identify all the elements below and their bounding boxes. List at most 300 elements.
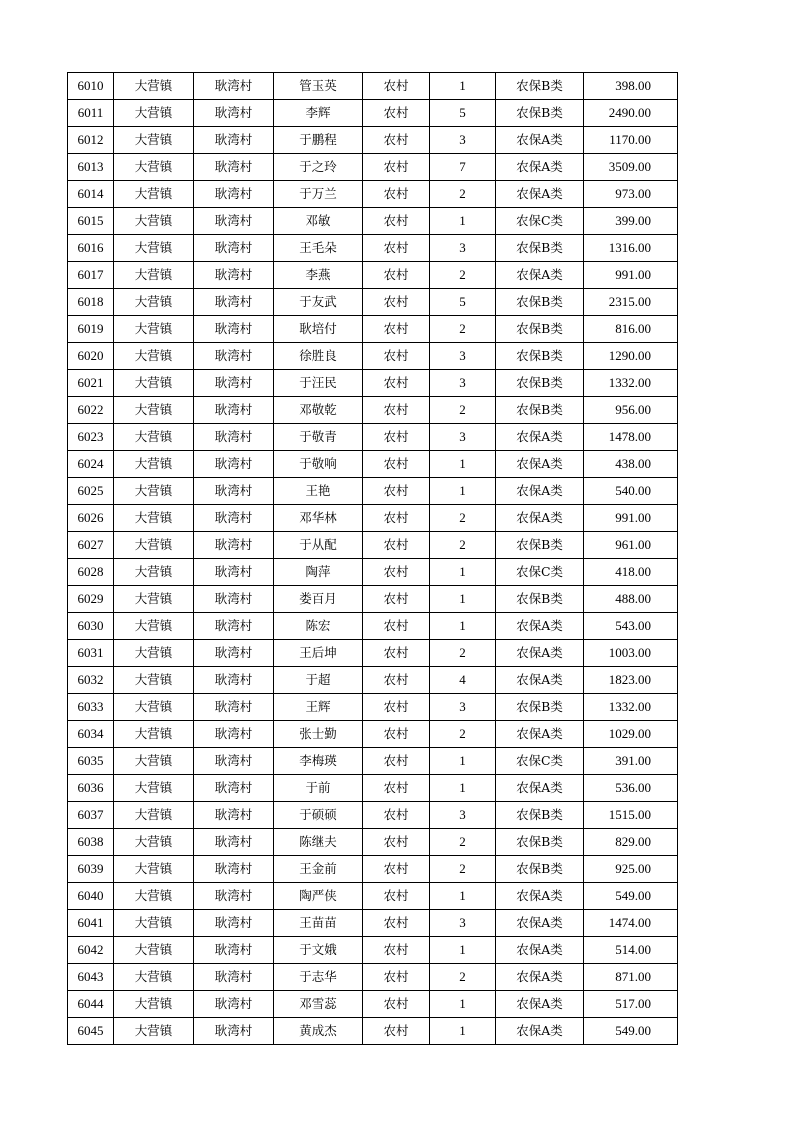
- name-cell: 黄成杰: [274, 1018, 363, 1045]
- category-cell: 农保B类: [496, 829, 584, 856]
- type-cell: 农村: [363, 397, 430, 424]
- name-cell: 王苗苗: [274, 910, 363, 937]
- category-cell: 农保B类: [496, 73, 584, 100]
- table-row: [68, 478, 678, 505]
- table-row: [68, 73, 678, 100]
- table-row: [68, 640, 678, 667]
- name-cell: 于敬青: [274, 424, 363, 451]
- town-cell: 大营镇: [114, 397, 194, 424]
- type-cell: 农村: [363, 181, 430, 208]
- count-cell: 3: [430, 802, 496, 829]
- count-cell: 5: [430, 289, 496, 316]
- name-cell: 于超: [274, 667, 363, 694]
- category-cell: 农保A类: [496, 181, 584, 208]
- id-cell: 6021: [68, 370, 114, 397]
- village-cell: 耿湾村: [194, 100, 274, 127]
- amount-cell: 1332.00: [584, 370, 678, 397]
- village-cell: 耿湾村: [194, 73, 274, 100]
- name-cell: 耿培付: [274, 316, 363, 343]
- village-cell: 耿湾村: [194, 127, 274, 154]
- amount-cell: 991.00: [584, 505, 678, 532]
- village-cell: 耿湾村: [194, 370, 274, 397]
- village-cell: 耿湾村: [194, 586, 274, 613]
- table-row: [68, 964, 678, 991]
- name-cell: 张士勤: [274, 721, 363, 748]
- amount-cell: 961.00: [584, 532, 678, 559]
- type-cell: 农村: [363, 370, 430, 397]
- name-cell: 陈继夫: [274, 829, 363, 856]
- name-cell: 王毛朵: [274, 235, 363, 262]
- town-cell: 大营镇: [114, 964, 194, 991]
- type-cell: 农村: [363, 775, 430, 802]
- name-cell: 陶严侠: [274, 883, 363, 910]
- category-cell: 农保B类: [496, 532, 584, 559]
- count-cell: 2: [430, 505, 496, 532]
- category-cell: 农保B类: [496, 370, 584, 397]
- count-cell: 3: [430, 370, 496, 397]
- table-row: [68, 127, 678, 154]
- village-cell: 耿湾村: [194, 991, 274, 1018]
- table-row: [68, 262, 678, 289]
- town-cell: 大营镇: [114, 316, 194, 343]
- type-cell: 农村: [363, 262, 430, 289]
- count-cell: 1: [430, 208, 496, 235]
- amount-cell: 1474.00: [584, 910, 678, 937]
- table-row: [68, 424, 678, 451]
- village-cell: 耿湾村: [194, 397, 274, 424]
- count-cell: 1: [430, 478, 496, 505]
- village-cell: 耿湾村: [194, 289, 274, 316]
- town-cell: 大营镇: [114, 424, 194, 451]
- table-row: [68, 100, 678, 127]
- amount-cell: 2315.00: [584, 289, 678, 316]
- name-cell: 于从配: [274, 532, 363, 559]
- table-row: [68, 802, 678, 829]
- count-cell: 2: [430, 181, 496, 208]
- village-cell: 耿湾村: [194, 883, 274, 910]
- town-cell: 大营镇: [114, 73, 194, 100]
- name-cell: 陈宏: [274, 613, 363, 640]
- id-cell: 6039: [68, 856, 114, 883]
- id-cell: 6016: [68, 235, 114, 262]
- category-cell: 农保A类: [496, 262, 584, 289]
- table-row: [68, 856, 678, 883]
- name-cell: 李燕: [274, 262, 363, 289]
- village-cell: 耿湾村: [194, 262, 274, 289]
- amount-cell: 488.00: [584, 586, 678, 613]
- id-cell: 6019: [68, 316, 114, 343]
- type-cell: 农村: [363, 100, 430, 127]
- id-cell: 6033: [68, 694, 114, 721]
- type-cell: 农村: [363, 829, 430, 856]
- count-cell: 1: [430, 451, 496, 478]
- count-cell: 3: [430, 235, 496, 262]
- name-cell: 于敬响: [274, 451, 363, 478]
- category-cell: 农保A类: [496, 775, 584, 802]
- town-cell: 大营镇: [114, 883, 194, 910]
- type-cell: 农村: [363, 856, 430, 883]
- id-cell: 6015: [68, 208, 114, 235]
- type-cell: 农村: [363, 289, 430, 316]
- type-cell: 农村: [363, 694, 430, 721]
- table-row: [68, 1018, 678, 1045]
- name-cell: 王后坤: [274, 640, 363, 667]
- name-cell: 于汪民: [274, 370, 363, 397]
- count-cell: 3: [430, 343, 496, 370]
- town-cell: 大营镇: [114, 100, 194, 127]
- name-cell: 于友武: [274, 289, 363, 316]
- town-cell: 大营镇: [114, 640, 194, 667]
- id-cell: 6032: [68, 667, 114, 694]
- count-cell: 2: [430, 316, 496, 343]
- count-cell: 2: [430, 397, 496, 424]
- count-cell: 4: [430, 667, 496, 694]
- name-cell: 邓敬乾: [274, 397, 363, 424]
- table-row: [68, 532, 678, 559]
- table-row: [68, 316, 678, 343]
- count-cell: 3: [430, 694, 496, 721]
- table-row: [68, 208, 678, 235]
- table-row: [68, 667, 678, 694]
- amount-cell: 418.00: [584, 559, 678, 586]
- village-cell: 耿湾村: [194, 964, 274, 991]
- count-cell: 1: [430, 775, 496, 802]
- table-row: [68, 694, 678, 721]
- id-cell: 6040: [68, 883, 114, 910]
- amount-cell: 549.00: [584, 1018, 678, 1045]
- village-cell: 耿湾村: [194, 1018, 274, 1045]
- table-row: [68, 397, 678, 424]
- type-cell: 农村: [363, 748, 430, 775]
- name-cell: 陶萍: [274, 559, 363, 586]
- name-cell: 于志华: [274, 964, 363, 991]
- town-cell: 大营镇: [114, 667, 194, 694]
- name-cell: 于硕硕: [274, 802, 363, 829]
- town-cell: 大营镇: [114, 910, 194, 937]
- count-cell: 2: [430, 640, 496, 667]
- town-cell: 大营镇: [114, 289, 194, 316]
- village-cell: 耿湾村: [194, 154, 274, 181]
- name-cell: 于万兰: [274, 181, 363, 208]
- name-cell: 于前: [274, 775, 363, 802]
- table-row: [68, 721, 678, 748]
- town-cell: 大营镇: [114, 370, 194, 397]
- id-cell: 6013: [68, 154, 114, 181]
- type-cell: 农村: [363, 991, 430, 1018]
- town-cell: 大营镇: [114, 829, 194, 856]
- town-cell: 大营镇: [114, 775, 194, 802]
- amount-cell: 973.00: [584, 181, 678, 208]
- type-cell: 农村: [363, 316, 430, 343]
- type-cell: 农村: [363, 883, 430, 910]
- village-cell: 耿湾村: [194, 829, 274, 856]
- village-cell: 耿湾村: [194, 721, 274, 748]
- amount-cell: 816.00: [584, 316, 678, 343]
- town-cell: 大营镇: [114, 748, 194, 775]
- category-cell: 农保B类: [496, 316, 584, 343]
- amount-cell: 398.00: [584, 73, 678, 100]
- amount-cell: 2490.00: [584, 100, 678, 127]
- type-cell: 农村: [363, 559, 430, 586]
- amount-cell: 1290.00: [584, 343, 678, 370]
- table-row: [68, 775, 678, 802]
- amount-cell: 536.00: [584, 775, 678, 802]
- category-cell: 农保A类: [496, 127, 584, 154]
- category-cell: 农保B类: [496, 289, 584, 316]
- id-cell: 6027: [68, 532, 114, 559]
- town-cell: 大营镇: [114, 262, 194, 289]
- id-cell: 6037: [68, 802, 114, 829]
- id-cell: 6022: [68, 397, 114, 424]
- amount-cell: 1332.00: [584, 694, 678, 721]
- count-cell: 1: [430, 1018, 496, 1045]
- village-cell: 耿湾村: [194, 856, 274, 883]
- type-cell: 农村: [363, 343, 430, 370]
- village-cell: 耿湾村: [194, 937, 274, 964]
- table-row: [68, 883, 678, 910]
- count-cell: 2: [430, 262, 496, 289]
- town-cell: 大营镇: [114, 586, 194, 613]
- table-row: [68, 748, 678, 775]
- count-cell: 2: [430, 856, 496, 883]
- name-cell: 王辉: [274, 694, 363, 721]
- count-cell: 1: [430, 883, 496, 910]
- name-cell: 娄百月: [274, 586, 363, 613]
- village-cell: 耿湾村: [194, 910, 274, 937]
- village-cell: 耿湾村: [194, 667, 274, 694]
- category-cell: 农保C类: [496, 748, 584, 775]
- category-cell: 农保B类: [496, 235, 584, 262]
- type-cell: 农村: [363, 964, 430, 991]
- village-cell: 耿湾村: [194, 505, 274, 532]
- count-cell: 1: [430, 613, 496, 640]
- name-cell: 王艳: [274, 478, 363, 505]
- count-cell: 2: [430, 829, 496, 856]
- type-cell: 农村: [363, 127, 430, 154]
- table-row: [68, 586, 678, 613]
- village-cell: 耿湾村: [194, 208, 274, 235]
- table-row: [68, 613, 678, 640]
- id-cell: 6023: [68, 424, 114, 451]
- id-cell: 6024: [68, 451, 114, 478]
- id-cell: 6025: [68, 478, 114, 505]
- count-cell: 5: [430, 100, 496, 127]
- type-cell: 农村: [363, 1018, 430, 1045]
- amount-cell: 543.00: [584, 613, 678, 640]
- category-cell: 农保A类: [496, 478, 584, 505]
- count-cell: 7: [430, 154, 496, 181]
- town-cell: 大营镇: [114, 694, 194, 721]
- table-row: [68, 451, 678, 478]
- type-cell: 农村: [363, 586, 430, 613]
- count-cell: 1: [430, 991, 496, 1018]
- id-cell: 6029: [68, 586, 114, 613]
- name-cell: 徐胜良: [274, 343, 363, 370]
- id-cell: 6017: [68, 262, 114, 289]
- amount-cell: 1515.00: [584, 802, 678, 829]
- village-cell: 耿湾村: [194, 451, 274, 478]
- count-cell: 3: [430, 910, 496, 937]
- town-cell: 大营镇: [114, 451, 194, 478]
- town-cell: 大营镇: [114, 154, 194, 181]
- category-cell: 农保A类: [496, 964, 584, 991]
- name-cell: 于鹏程: [274, 127, 363, 154]
- category-cell: 农保B类: [496, 343, 584, 370]
- amount-cell: 1823.00: [584, 667, 678, 694]
- id-cell: 6010: [68, 73, 114, 100]
- amount-cell: 514.00: [584, 937, 678, 964]
- table-row: [68, 289, 678, 316]
- table-body: [68, 73, 678, 1045]
- category-cell: 农保A类: [496, 991, 584, 1018]
- type-cell: 农村: [363, 451, 430, 478]
- category-cell: 农保B类: [496, 397, 584, 424]
- category-cell: 农保A类: [496, 154, 584, 181]
- amount-cell: 1170.00: [584, 127, 678, 154]
- count-cell: 1: [430, 559, 496, 586]
- table-row: [68, 937, 678, 964]
- village-cell: 耿湾村: [194, 613, 274, 640]
- amount-cell: 829.00: [584, 829, 678, 856]
- type-cell: 农村: [363, 478, 430, 505]
- id-cell: 6018: [68, 289, 114, 316]
- table-row: [68, 829, 678, 856]
- name-cell: 王金前: [274, 856, 363, 883]
- name-cell: 邓雪蕊: [274, 991, 363, 1018]
- name-cell: 于文娥: [274, 937, 363, 964]
- table-row: [68, 154, 678, 181]
- id-cell: 6028: [68, 559, 114, 586]
- town-cell: 大营镇: [114, 235, 194, 262]
- town-cell: 大营镇: [114, 127, 194, 154]
- category-cell: 农保A类: [496, 1018, 584, 1045]
- type-cell: 农村: [363, 910, 430, 937]
- village-cell: 耿湾村: [194, 424, 274, 451]
- category-cell: 农保A类: [496, 451, 584, 478]
- id-cell: 6012: [68, 127, 114, 154]
- id-cell: 6045: [68, 1018, 114, 1045]
- category-cell: 农保A类: [496, 937, 584, 964]
- amount-cell: 991.00: [584, 262, 678, 289]
- table-row: [68, 235, 678, 262]
- type-cell: 农村: [363, 532, 430, 559]
- town-cell: 大营镇: [114, 532, 194, 559]
- village-cell: 耿湾村: [194, 532, 274, 559]
- amount-cell: 871.00: [584, 964, 678, 991]
- id-cell: 6043: [68, 964, 114, 991]
- category-cell: 农保B类: [496, 586, 584, 613]
- id-cell: 6041: [68, 910, 114, 937]
- town-cell: 大营镇: [114, 559, 194, 586]
- name-cell: 邓敏: [274, 208, 363, 235]
- amount-cell: 1316.00: [584, 235, 678, 262]
- count-cell: 3: [430, 127, 496, 154]
- id-cell: 6042: [68, 937, 114, 964]
- data-table: [67, 72, 678, 1045]
- amount-cell: 3509.00: [584, 154, 678, 181]
- category-cell: 农保A类: [496, 721, 584, 748]
- village-cell: 耿湾村: [194, 775, 274, 802]
- category-cell: 农保C类: [496, 208, 584, 235]
- amount-cell: 399.00: [584, 208, 678, 235]
- category-cell: 农保B类: [496, 802, 584, 829]
- type-cell: 农村: [363, 640, 430, 667]
- village-cell: 耿湾村: [194, 748, 274, 775]
- count-cell: 1: [430, 586, 496, 613]
- village-cell: 耿湾村: [194, 559, 274, 586]
- type-cell: 农村: [363, 505, 430, 532]
- amount-cell: 438.00: [584, 451, 678, 478]
- type-cell: 农村: [363, 235, 430, 262]
- category-cell: 农保A类: [496, 883, 584, 910]
- type-cell: 农村: [363, 667, 430, 694]
- id-cell: 6011: [68, 100, 114, 127]
- id-cell: 6030: [68, 613, 114, 640]
- type-cell: 农村: [363, 208, 430, 235]
- id-cell: 6035: [68, 748, 114, 775]
- count-cell: 1: [430, 748, 496, 775]
- town-cell: 大营镇: [114, 343, 194, 370]
- name-cell: 邓华林: [274, 505, 363, 532]
- village-cell: 耿湾村: [194, 316, 274, 343]
- table-row: [68, 181, 678, 208]
- town-cell: 大营镇: [114, 613, 194, 640]
- id-cell: 6026: [68, 505, 114, 532]
- town-cell: 大营镇: [114, 802, 194, 829]
- village-cell: 耿湾村: [194, 802, 274, 829]
- table-row: [68, 343, 678, 370]
- amount-cell: 1478.00: [584, 424, 678, 451]
- category-cell: 农保A类: [496, 613, 584, 640]
- type-cell: 农村: [363, 154, 430, 181]
- type-cell: 农村: [363, 721, 430, 748]
- type-cell: 农村: [363, 73, 430, 100]
- amount-cell: 925.00: [584, 856, 678, 883]
- table-row: [68, 559, 678, 586]
- table-row: [68, 910, 678, 937]
- id-cell: 6036: [68, 775, 114, 802]
- count-cell: 1: [430, 937, 496, 964]
- category-cell: 农保A类: [496, 505, 584, 532]
- name-cell: 管玉英: [274, 73, 363, 100]
- town-cell: 大营镇: [114, 991, 194, 1018]
- village-cell: 耿湾村: [194, 343, 274, 370]
- village-cell: 耿湾村: [194, 181, 274, 208]
- id-cell: 6020: [68, 343, 114, 370]
- type-cell: 农村: [363, 613, 430, 640]
- amount-cell: 1003.00: [584, 640, 678, 667]
- name-cell: 李梅瑛: [274, 748, 363, 775]
- id-cell: 6034: [68, 721, 114, 748]
- category-cell: 农保A类: [496, 640, 584, 667]
- amount-cell: 1029.00: [584, 721, 678, 748]
- category-cell: 农保C类: [496, 559, 584, 586]
- count-cell: 1: [430, 73, 496, 100]
- id-cell: 6031: [68, 640, 114, 667]
- amount-cell: 540.00: [584, 478, 678, 505]
- village-cell: 耿湾村: [194, 694, 274, 721]
- town-cell: 大营镇: [114, 937, 194, 964]
- table-row: [68, 991, 678, 1018]
- type-cell: 农村: [363, 424, 430, 451]
- village-cell: 耿湾村: [194, 235, 274, 262]
- type-cell: 农村: [363, 937, 430, 964]
- category-cell: 农保B类: [496, 694, 584, 721]
- id-cell: 6038: [68, 829, 114, 856]
- amount-cell: 549.00: [584, 883, 678, 910]
- count-cell: 2: [430, 532, 496, 559]
- name-cell: 于之玲: [274, 154, 363, 181]
